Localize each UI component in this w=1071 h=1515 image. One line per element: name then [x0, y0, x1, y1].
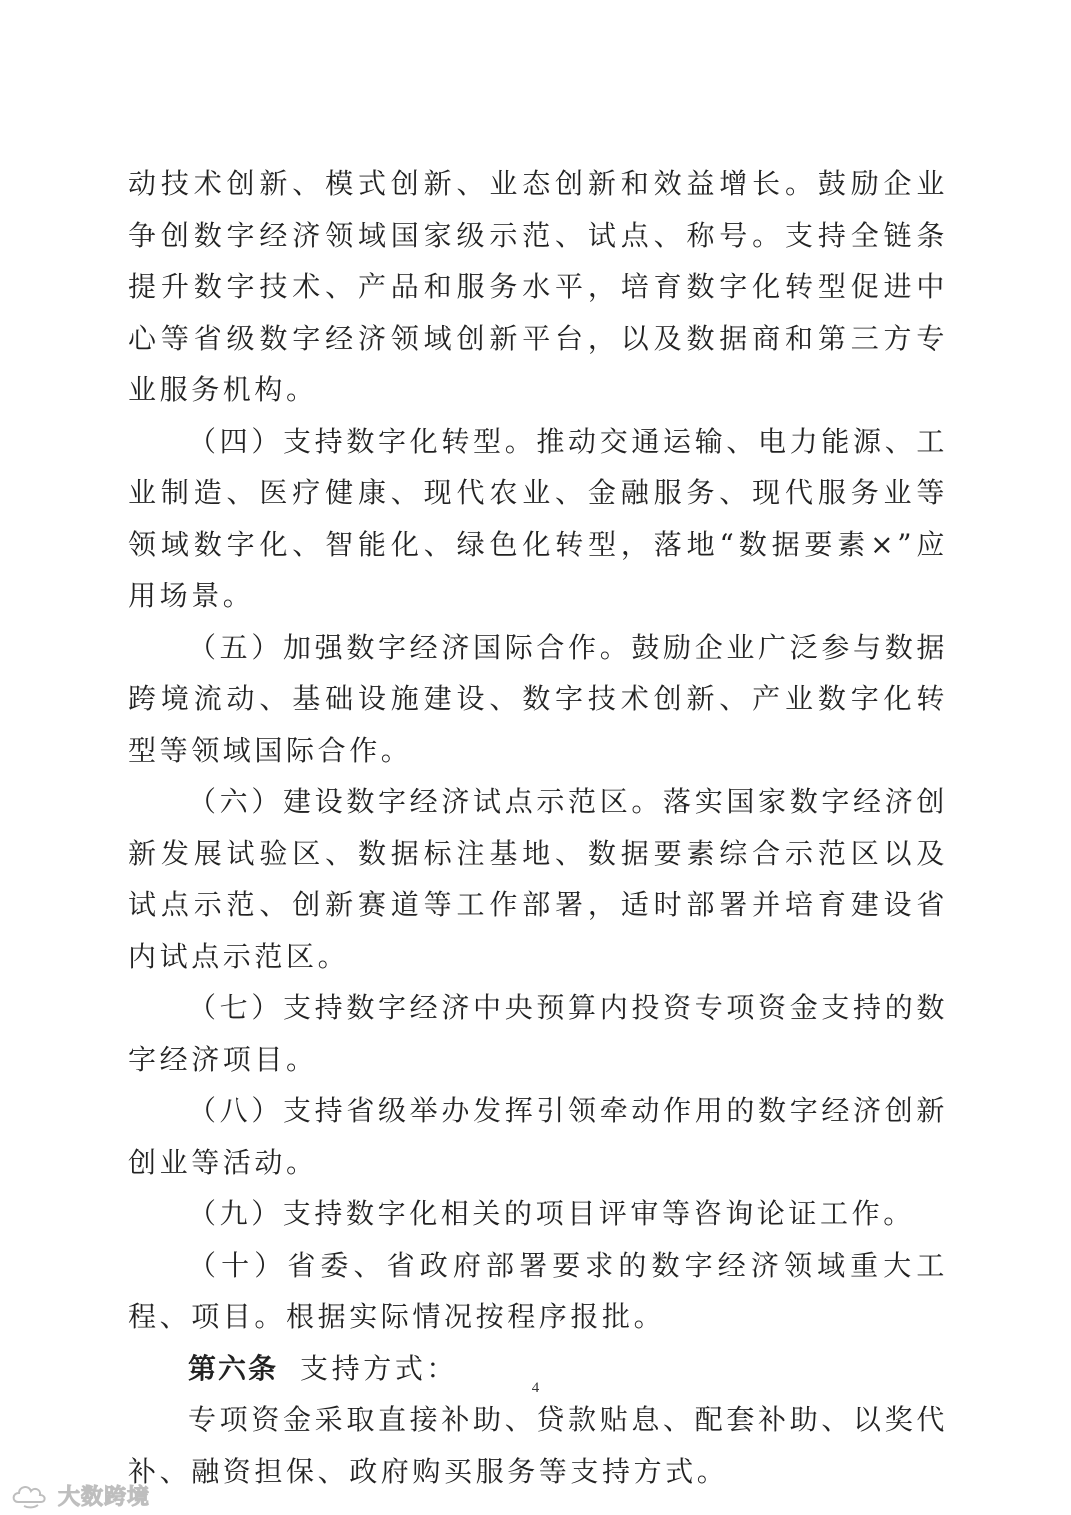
watermark [10, 1480, 150, 1511]
paragraph-item-4: （四）支持数字化转型。推动交通运输、电力能源、工业制造、医疗健康、现代农业、金融服务、现代服务业等领域数字化、智能化、绿色化转型，落地“数据要素×”应用场景。 [128, 424, 948, 612]
article-six-title: 支持方式： [300, 1351, 459, 1385]
paragraph-item-6: （六）建设数字经济试点示范区。落实国家数字经济创新发展试验区、数据标注基地、数据要素综合示范区以及试点示范、创新赛道等工作部署，适时部署并培育建设省内试点示范区。 [128, 785, 948, 973]
cloud-logo-icon [10, 1482, 52, 1510]
paragraph-continuation: 动技术创新、模式创新、业态创新和效益增长。鼓励企业争创数字经济领域国家级示范、试点、称号。支持全链条提升数字技术、产品和服务水平，培育数字化转型促进中心等省级数字经济领域创新平台，以及数据商和第三方专业服务机构。 [128, 167, 948, 406]
paragraph-item-10: （十）省委、省政府部署要求的数字经济领域重大工程、项目。根据实际情况按程序报批。 [128, 1248, 948, 1333]
paragraph-support-methods: 专项资金采取直接补助、贷款贴息、配套补助、以奖代补、融资担保、政府购买服务等支持方式。 [128, 1403, 948, 1488]
watermark-text: 大数跨境 [58, 1485, 151, 1510]
document-body [128, 158, 948, 1497]
paragraph-item-9: （九）支持数字化相关的项目评审等咨询论证工作。 [188, 1197, 915, 1230]
page-number: 4 [531, 1380, 540, 1396]
article-six-label: 第六条 [188, 1351, 279, 1385]
paragraph-item-5: （五）加强数字经济国际合作。鼓励企业广泛参与数据跨境流动、基础设施建设、数字技术创新、产业数字化转型等领域国际合作。 [128, 630, 948, 767]
paragraph-item-8: （八）支持省级举办发挥引领牵动作用的数字经济创新创业等活动。 [128, 1094, 948, 1179]
paragraph-item-7: （七）支持数字经济中央预算内投资专项资金支持的数字经济项目。 [128, 991, 948, 1076]
